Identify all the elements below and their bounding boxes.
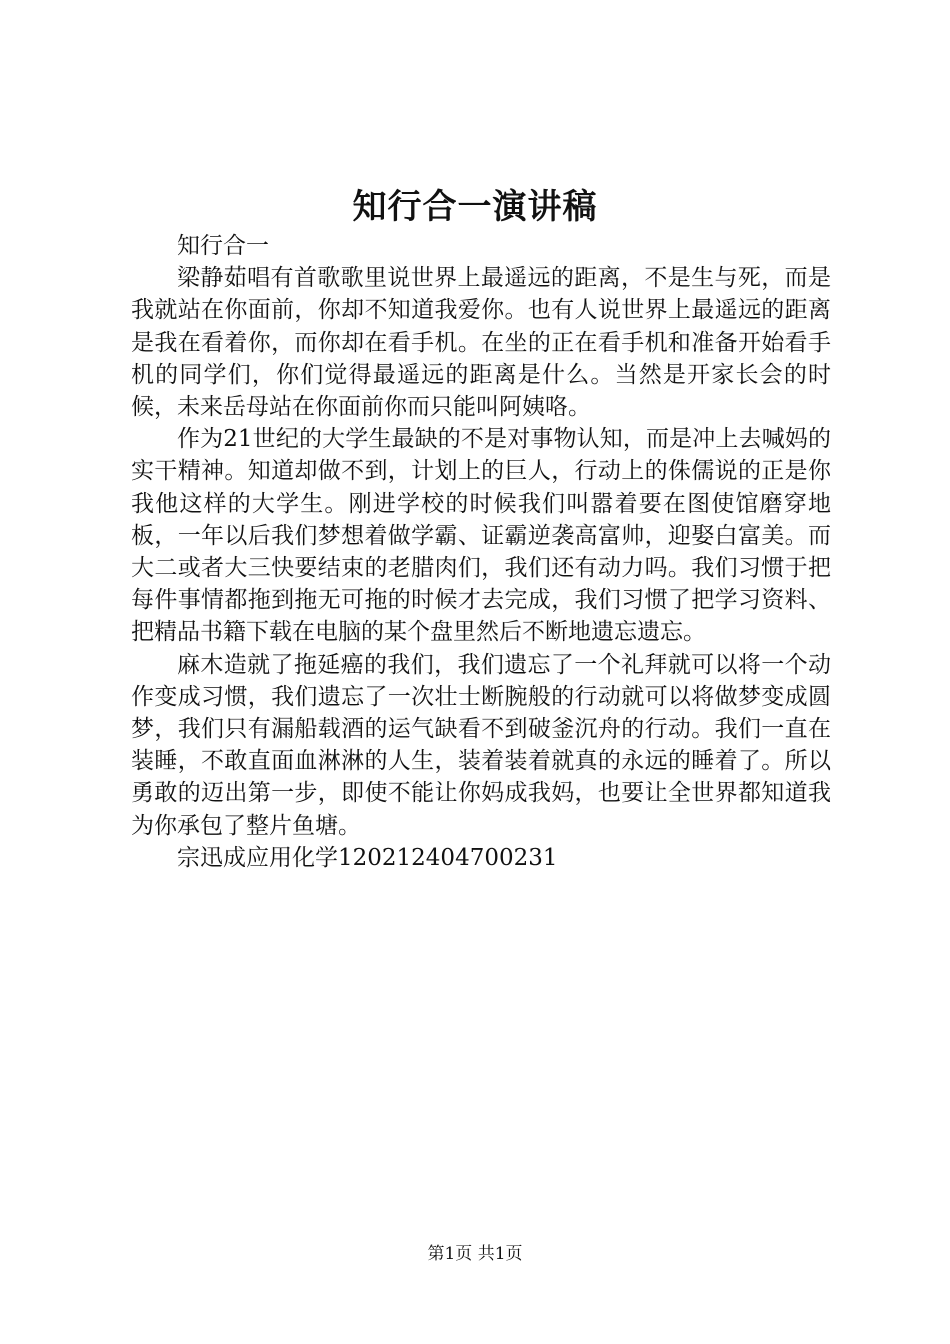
document-title: 知行合一演讲稿 bbox=[352, 187, 598, 227]
document-body bbox=[131, 230, 831, 874]
paragraph: 梁静茹唱有首歌歌里说世界上最遥远的距离，不是生与死，而是我就站在你面前，你却不知道我爱你。也有人说世界上最遥远的距离是我在看着你，而你却在看手机。在坐的正在看手机和准备开始看手机的同学们，你们觉得最遥远的距离是什么。当然是开家长会的时候，未来岳母站在你面前你而只能叫阿姨咯。 bbox=[131, 265, 831, 421]
page-number-footer: 第1页 共1页 bbox=[427, 1244, 523, 1264]
author-signature: 宗迅成应用化学120212404700231 bbox=[177, 844, 558, 871]
paragraph: 麻木造就了拖延癌的我们，我们遗忘了一个礼拜就可以将一个动作变成习惯，我们遗忘了一次壮士断腕般的行动就可以将做梦变成圆梦，我们只有漏船载酒的运气缺看不到破釜沉舟的行动。我们一直在装睡，不敢直面血淋淋的人生，装着装着就真的永远的睡着了。所以勇敢的迈出第一步，即使不能让你妈成我妈，也要让全世界都知道我为你承包了整片鱼塘。 bbox=[131, 651, 831, 839]
paragraph: 作为21世纪的大学生最缺的不是对事物认知，而是冲上去喊妈的实干精神。知道却做不到，计划上的巨人，行动上的侏儒说的正是你我他这样的大学生。刚进学校的时候我们叫嚣着要在图使馆磨穿地板，一年以后我们梦想着做学霸、证霸逆袭高富帅，迎娶白富美。而大二或者大三快要结束的老腊肉们，我们还有动力吗。我们习惯于把每件事情都拖到拖无可拖的时候才去完成，我们习惯了把学习资料、把精品书籍下载在电脑的某个盘里然后不断地遗忘遗忘。 bbox=[131, 426, 831, 646]
paragraph-heading: 知行合一 bbox=[177, 233, 269, 259]
